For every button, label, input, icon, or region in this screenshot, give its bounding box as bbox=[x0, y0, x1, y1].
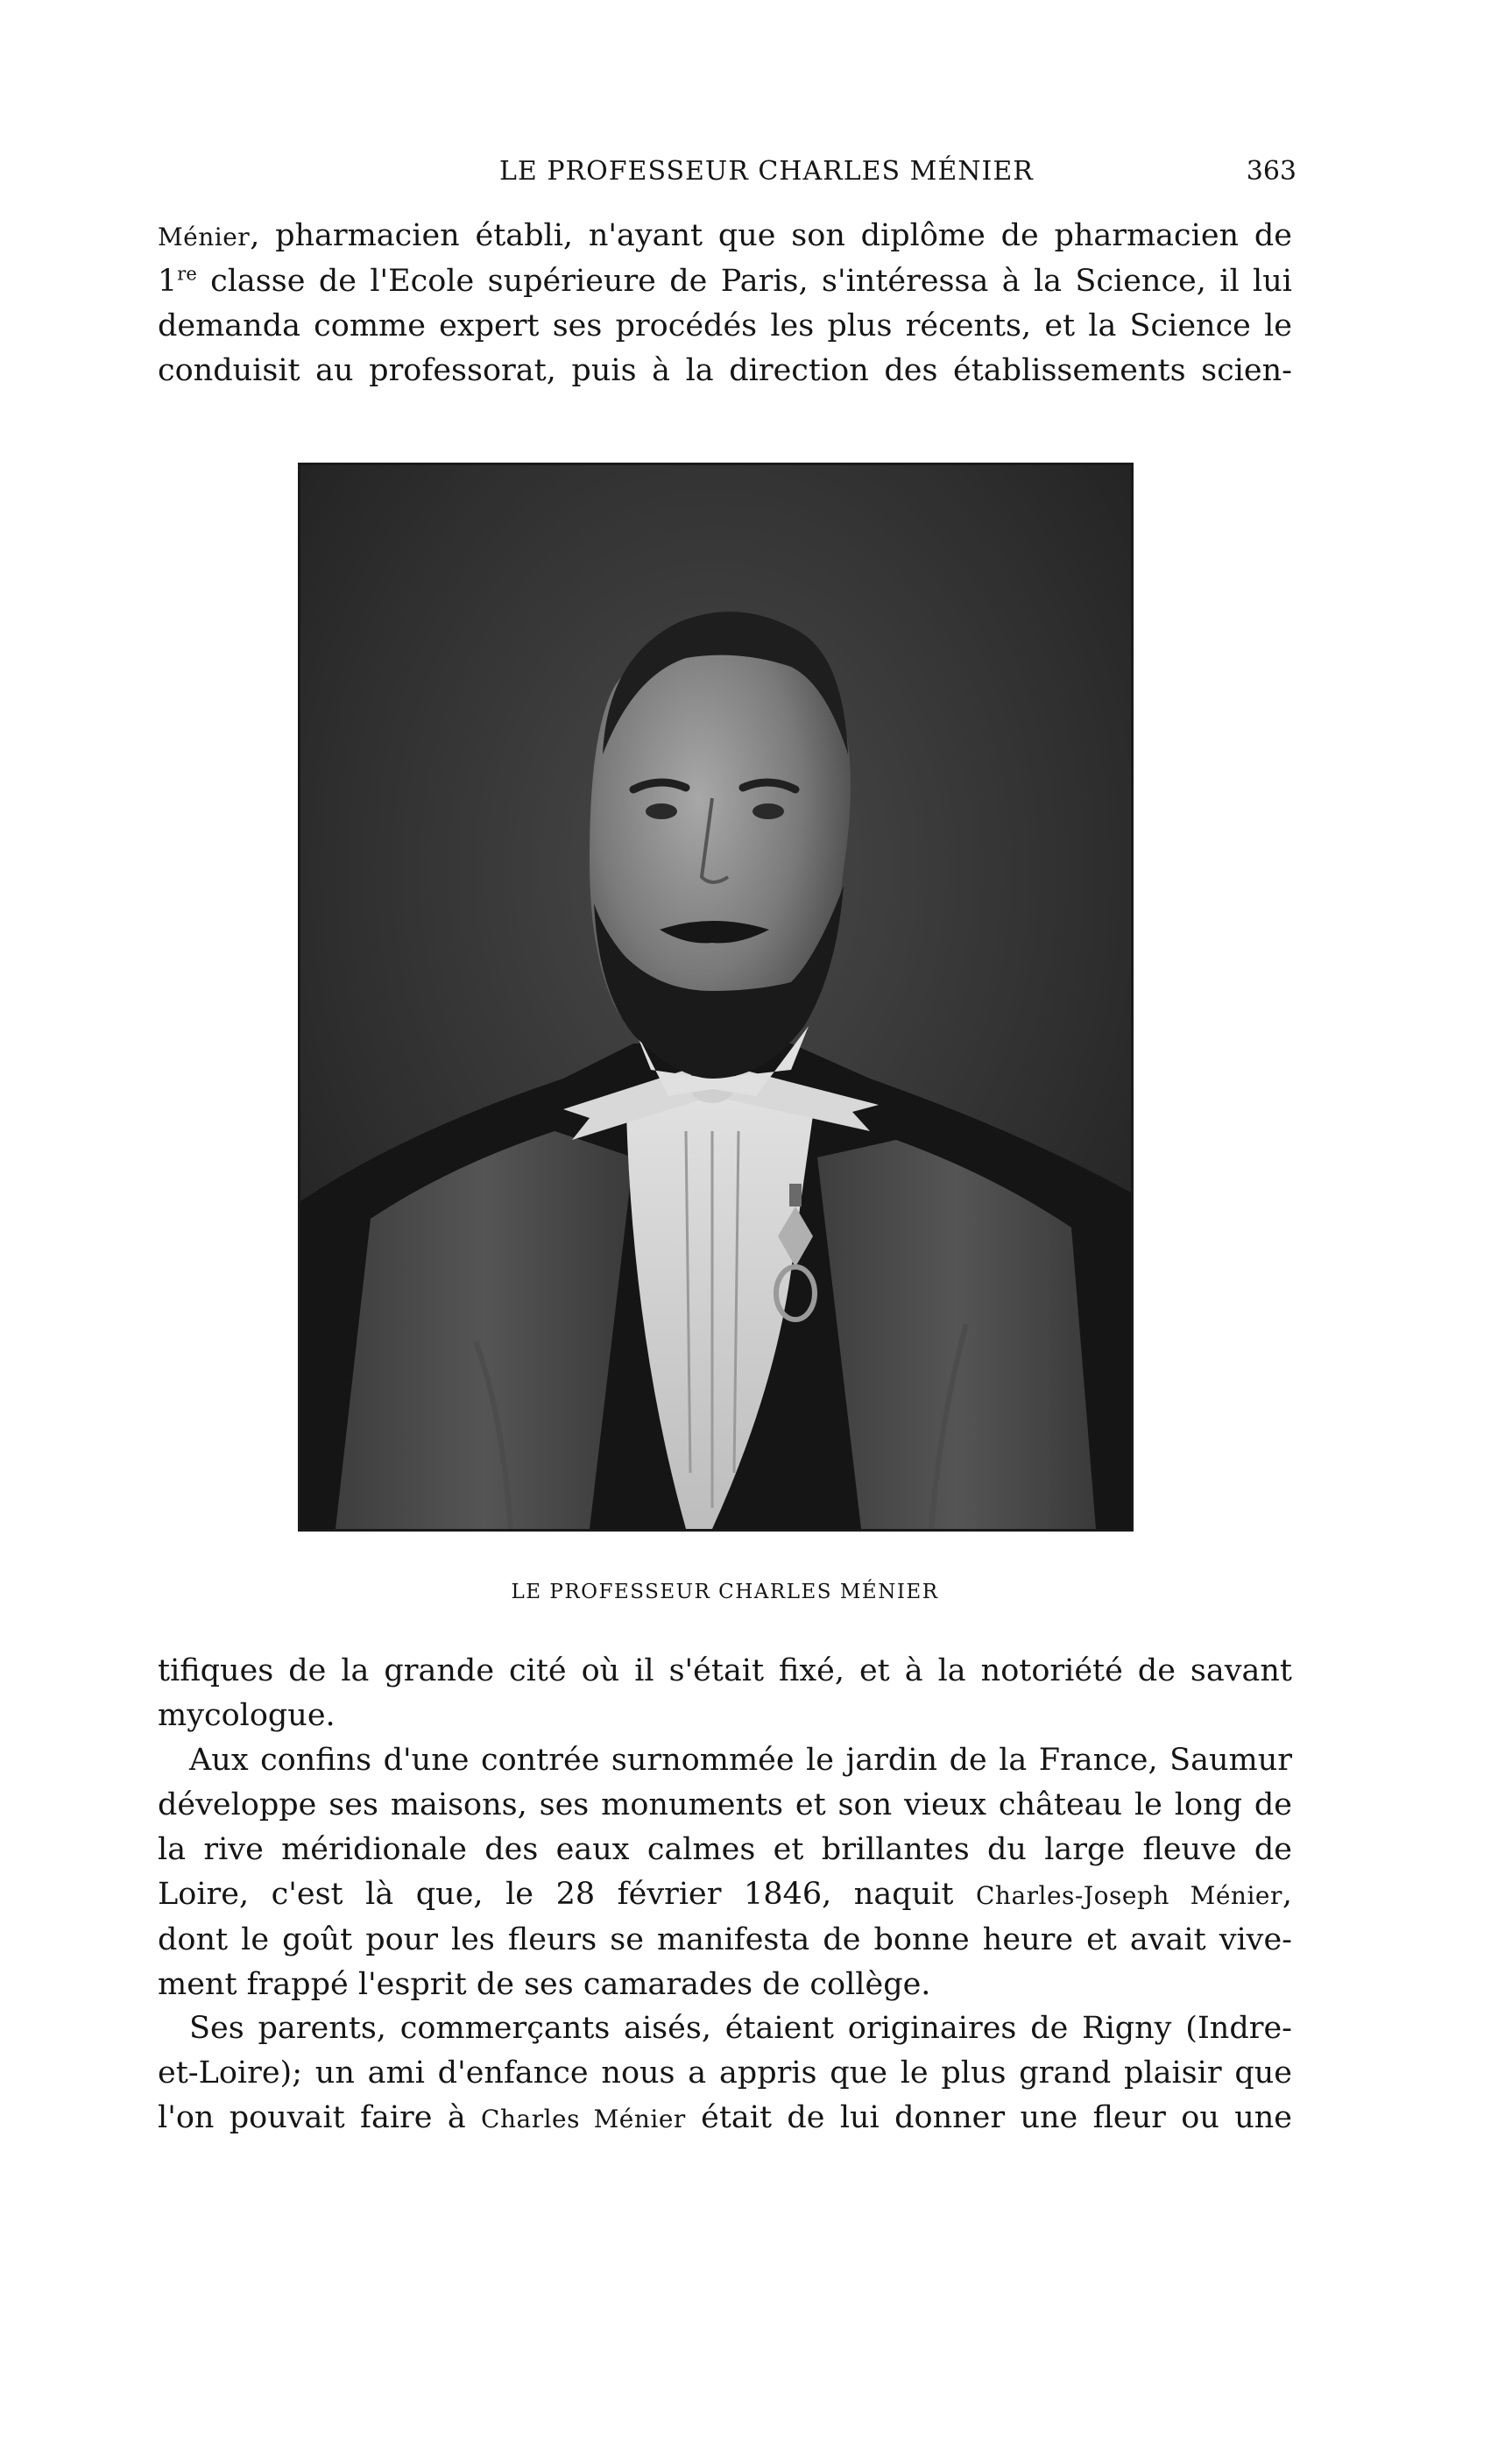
ordinal-number: 1 bbox=[158, 264, 178, 299]
text-run: classe de l'Ecole supérieure de Paris, s'intéressa à la Science, il lui bbox=[196, 264, 1292, 299]
text-line: mycologue. bbox=[158, 1698, 336, 1733]
page-number: 363 bbox=[1246, 156, 1297, 187]
text-run: , bbox=[1282, 1877, 1293, 1912]
text-run: , pharmacien établi, n'ayant que son diplôme de pharmacien de bbox=[250, 218, 1292, 253]
text-line bbox=[158, 214, 1292, 259]
text-run: était de lui donner une fleur ou une bbox=[685, 2100, 1292, 2135]
text-line: ment frappé l'esprit de ses camarades de collège. bbox=[158, 1967, 931, 2002]
small-caps-name: Charles Ménier bbox=[481, 2105, 686, 2133]
paragraph-saumur bbox=[158, 1738, 1292, 2007]
text-line: la rive méridionale des eaux calmes et brillantes du large fleuve de bbox=[158, 1832, 1292, 1867]
running-title: LE PROFESSEUR CHARLES MÉNIER bbox=[499, 156, 1034, 187]
text-line: tifiques de la grande cité où il s'était fixé, et à la notoriété de savant bbox=[158, 1653, 1292, 1688]
small-caps-name: Charles-Joseph Ménier bbox=[975, 1881, 1282, 1910]
text-line: développe ses maisons, ses monuments et son vieux château le long de bbox=[158, 1787, 1292, 1822]
text-line bbox=[158, 259, 1292, 304]
text-line: dont le goût pour les fleurs se manifesta de bonne heure et avait vive- bbox=[158, 1922, 1292, 1957]
portrait-photograph bbox=[298, 463, 1134, 1532]
text-line bbox=[158, 2096, 1292, 2141]
text-line: Aux confins d'une contrée surnommée le jardin de la France, Saumur bbox=[189, 1743, 1292, 1778]
small-caps-name: Ménier bbox=[158, 223, 251, 251]
paragraph-intro bbox=[158, 214, 1292, 393]
text-line bbox=[158, 1872, 1292, 1918]
paragraph-parents bbox=[158, 2006, 1292, 2141]
text-line: demanda comme expert ses procédés les plus récents, et la Science le bbox=[158, 308, 1292, 343]
paragraph-continuation bbox=[158, 1649, 1292, 1738]
text-line: Ses parents, commerçants aisés, étaient originaires de Rigny (Indre- bbox=[189, 2011, 1292, 2046]
text-line: et-Loire); un ami d'enfance nous a appris que le plus grand plaisir que bbox=[158, 2055, 1292, 2091]
text-run: l'on pouvait faire à bbox=[158, 2100, 482, 2135]
figure-caption: LE PROFESSEUR CHARLES MÉNIER bbox=[511, 1581, 939, 1603]
text-run: Loire, c'est là que, le 28 février 1846, naquit bbox=[158, 1877, 976, 1912]
portrait-image bbox=[300, 465, 1131, 1529]
ordinal-suffix: re bbox=[177, 263, 197, 285]
running-head bbox=[158, 156, 1297, 200]
text-line: conduisit au professorat, puis à la direction des établissements scien- bbox=[158, 353, 1292, 388]
